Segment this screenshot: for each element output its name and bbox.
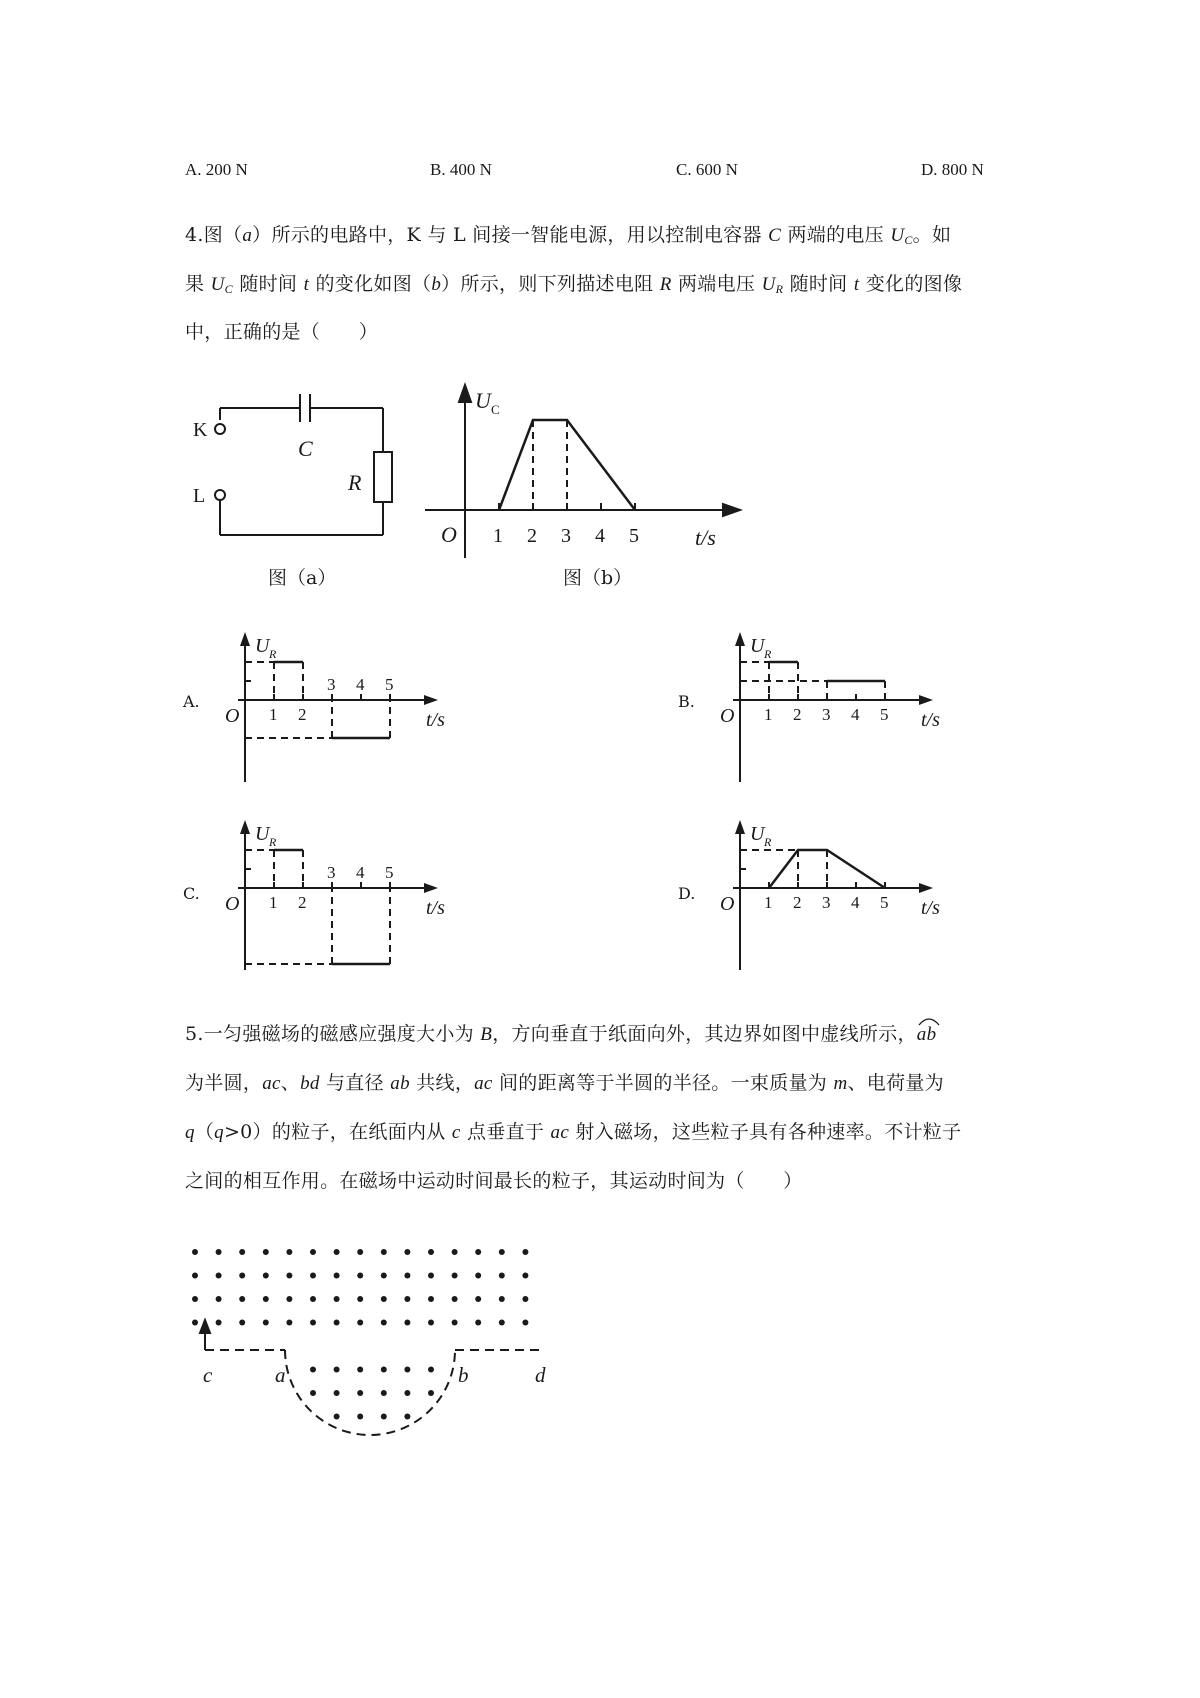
field-dot: [192, 1249, 198, 1255]
y-axis-arrow: [735, 820, 745, 834]
y-label: U: [255, 635, 270, 657]
choice-d-graph: [720, 818, 993, 978]
field-dot: [357, 1367, 363, 1373]
y-axis-arrow: [240, 820, 250, 834]
field-dot: [381, 1320, 387, 1326]
x-tick-label: 5: [629, 525, 639, 547]
field-dot: [239, 1273, 245, 1279]
x-tick-label: 5: [880, 705, 889, 724]
magnetic-field-figure: [195, 1240, 555, 1480]
x-axis-label: t/s: [426, 897, 445, 919]
field-dot: [334, 1273, 340, 1279]
q5-line-2: 为半圆，ac、bd 与直径 ab 共线，ac 间的距离等于半圆的半径。一束质量为 m、电荷量为: [185, 1072, 944, 1094]
field-dot: [428, 1367, 434, 1373]
field-dot: [310, 1296, 316, 1302]
label-b: b: [458, 1363, 469, 1387]
figure-a-circuit: [180, 390, 410, 540]
x-tick-label: 4: [851, 893, 860, 912]
x-tick-label: 4: [356, 675, 365, 694]
label-d: d: [535, 1363, 546, 1387]
x-axis-arrow: [723, 504, 740, 516]
field-dot: [499, 1249, 505, 1255]
q5-line-4: 之间的相互作用。在磁场中运动时间最长的粒子，其运动时间为（ ）: [185, 1170, 803, 1192]
field-dot: [310, 1367, 316, 1373]
field-dot: [334, 1249, 340, 1255]
y-label-sub: R: [764, 835, 772, 849]
x-axis-arrow: [424, 883, 438, 893]
figure-a-caption: 图（a）: [268, 567, 337, 589]
x-tick-label: 1: [269, 893, 278, 912]
choice-a-label: A.: [183, 692, 200, 711]
q4-line-2: 果 $U_C$ 随时间 t 的变化如图（b）所示，则下列描述电阻 R 两端电压 $U_R$ 随时间 t 变化的图像: [185, 273, 963, 296]
field-dot: [404, 1296, 410, 1302]
y-axis-arrow: [735, 632, 745, 646]
field-dot: [381, 1367, 387, 1373]
arc-ab-symbol: ab: [917, 1025, 937, 1044]
field-dot: [404, 1273, 410, 1279]
field-dot: [475, 1296, 481, 1302]
q4-line-3: 中，正确的是（ ）: [185, 321, 379, 343]
terminal-k: [215, 424, 225, 434]
label-c: C: [298, 436, 313, 461]
field-dot: [499, 1273, 505, 1279]
field-dot: [404, 1320, 410, 1326]
x-tick-label: 5: [385, 863, 394, 882]
x-tick-label: 1: [269, 705, 278, 724]
origin-label: O: [225, 893, 240, 915]
y-label-sub: R: [269, 647, 277, 661]
field-dot: [499, 1296, 505, 1302]
x-axis-arrow: [919, 695, 933, 705]
field-dot: [475, 1320, 481, 1326]
field-dot: [522, 1273, 528, 1279]
field-dot: [310, 1273, 316, 1279]
x-tick-label: 1: [764, 893, 773, 912]
label-l: L: [193, 485, 206, 507]
x-tick-label: 4: [595, 525, 605, 547]
option-d: D. 800 N: [921, 160, 984, 179]
field-dot: [263, 1273, 269, 1279]
x-axis-label: t/s: [921, 897, 940, 919]
x-tick-label: 5: [880, 893, 889, 912]
y-label: U: [475, 388, 491, 413]
field-dot: [192, 1296, 198, 1302]
choice-c-graph: [225, 818, 498, 978]
field-dot: [216, 1320, 222, 1326]
field-dot: [452, 1273, 458, 1279]
field-dot: [239, 1320, 245, 1326]
field-dot: [357, 1273, 363, 1279]
q4-line-1: 4.图（a）所示的电路中，K 与 L 间接一智能电源，用以控制电容器 C 两端的电压 $U_C$。如: [185, 224, 952, 247]
field-dot: [357, 1390, 363, 1396]
field-dot: [381, 1296, 387, 1302]
field-dot: [192, 1320, 198, 1326]
x-tick-label: 3: [822, 893, 831, 912]
field-dot: [522, 1296, 528, 1302]
label-k: K: [193, 419, 208, 441]
field-dot: [334, 1296, 340, 1302]
field-dot: [263, 1296, 269, 1302]
field-dot: [381, 1249, 387, 1255]
x-tick-label: 3: [327, 863, 336, 882]
x-tick-label: 2: [298, 893, 307, 912]
field-dot: [357, 1414, 363, 1420]
choice-d-label: D.: [678, 884, 696, 903]
y-label: U: [750, 823, 765, 845]
q5-line-3: q（q>0）的粒子，在纸面内从 c 点垂直于 ac 射入磁场，这些粒子具有各种速率。不计粒子: [185, 1121, 962, 1143]
x-tick-label: 4: [356, 863, 365, 882]
field-dot: [404, 1367, 410, 1373]
option-a: A. 200 N: [185, 160, 248, 179]
field-dot: [428, 1320, 434, 1326]
field-dot: [404, 1390, 410, 1396]
origin-label: O: [720, 893, 735, 915]
x-tick-label: 1: [493, 525, 503, 547]
figure-b-graph: [425, 380, 750, 555]
choice-a-graph: [225, 630, 498, 790]
field-dot: [499, 1320, 505, 1326]
field-dot: [239, 1249, 245, 1255]
field-dot: [216, 1296, 222, 1302]
y-label-sub: R: [269, 835, 277, 849]
x-tick-label: 3: [327, 675, 336, 694]
x-tick-label: 2: [298, 705, 307, 724]
x-tick-label: 1: [764, 705, 773, 724]
field-dot: [286, 1320, 292, 1326]
field-dot: [381, 1414, 387, 1420]
field-dot: [522, 1320, 528, 1326]
x-axis-label: t/s: [921, 709, 940, 731]
label-c: c: [203, 1363, 213, 1387]
x-tick-label: 2: [793, 705, 802, 724]
field-dot: [357, 1249, 363, 1255]
x-axis-arrow: [424, 695, 438, 705]
y-label: U: [255, 823, 270, 845]
y-label: U: [750, 635, 765, 657]
field-dot: [452, 1320, 458, 1326]
choice-c-label: C.: [183, 884, 200, 903]
y-axis-arrow: [240, 632, 250, 646]
option-c: C. 600 N: [676, 160, 738, 179]
field-dot: [286, 1296, 292, 1302]
field-dot: [263, 1249, 269, 1255]
origin-label: O: [720, 705, 735, 727]
field-dot: [286, 1249, 292, 1255]
choice-b-label: B.: [678, 692, 695, 711]
x-tick-label: 3: [822, 705, 831, 724]
field-dot: [286, 1273, 292, 1279]
y-label-sub: C: [491, 402, 500, 417]
q5-line-1: 5.一匀强磁场的磁感应强度大小为 B，方向垂直于纸面向外，其边界如图中虚线所示，ab: [185, 1025, 936, 1044]
field-dot: [428, 1273, 434, 1279]
option-b: B. 400 N: [430, 160, 492, 179]
x-tick-label: 5: [385, 675, 394, 694]
field-dot: [475, 1273, 481, 1279]
field-dot: [404, 1249, 410, 1255]
field-dot: [452, 1249, 458, 1255]
field-dot: [334, 1320, 340, 1326]
origin-label: O: [441, 522, 457, 547]
x-axis-arrow: [919, 883, 933, 893]
field-dot: [428, 1390, 434, 1396]
field-dot: [404, 1414, 410, 1420]
field-dot: [192, 1273, 198, 1279]
field-dot: [381, 1390, 387, 1396]
y-axis-arrow: [459, 385, 471, 402]
field-dot: [239, 1296, 245, 1302]
x-axis-label: t/s: [695, 525, 716, 550]
field-dot: [310, 1320, 316, 1326]
resistor: [374, 452, 392, 502]
field-dot: [310, 1249, 316, 1255]
y-label-sub: R: [764, 647, 772, 661]
field-dot: [452, 1296, 458, 1302]
label-a: a: [275, 1363, 286, 1387]
field-dot: [263, 1320, 269, 1326]
field-dot: [381, 1273, 387, 1279]
field-dot: [522, 1249, 528, 1255]
label-r: R: [348, 470, 362, 495]
field-dot: [428, 1249, 434, 1255]
field-dot: [334, 1390, 340, 1396]
x-tick-label: 3: [561, 525, 571, 547]
field-dot: [357, 1296, 363, 1302]
field-dot: [357, 1320, 363, 1326]
choice-b-graph: [720, 630, 993, 790]
field-dot: [428, 1296, 434, 1302]
x-tick-label: 4: [851, 705, 860, 724]
figure-b-caption: 图（b）: [563, 567, 633, 589]
field-dot: [216, 1273, 222, 1279]
field-dot: [334, 1414, 340, 1420]
field-dot: [216, 1249, 222, 1255]
field-dot: [475, 1249, 481, 1255]
origin-label: O: [225, 705, 240, 727]
x-tick-label: 2: [793, 893, 802, 912]
terminal-l: [215, 490, 225, 500]
field-dot: [310, 1390, 316, 1396]
x-tick-label: 2: [527, 525, 537, 547]
field-dot: [334, 1367, 340, 1373]
x-axis-label: t/s: [426, 709, 445, 731]
